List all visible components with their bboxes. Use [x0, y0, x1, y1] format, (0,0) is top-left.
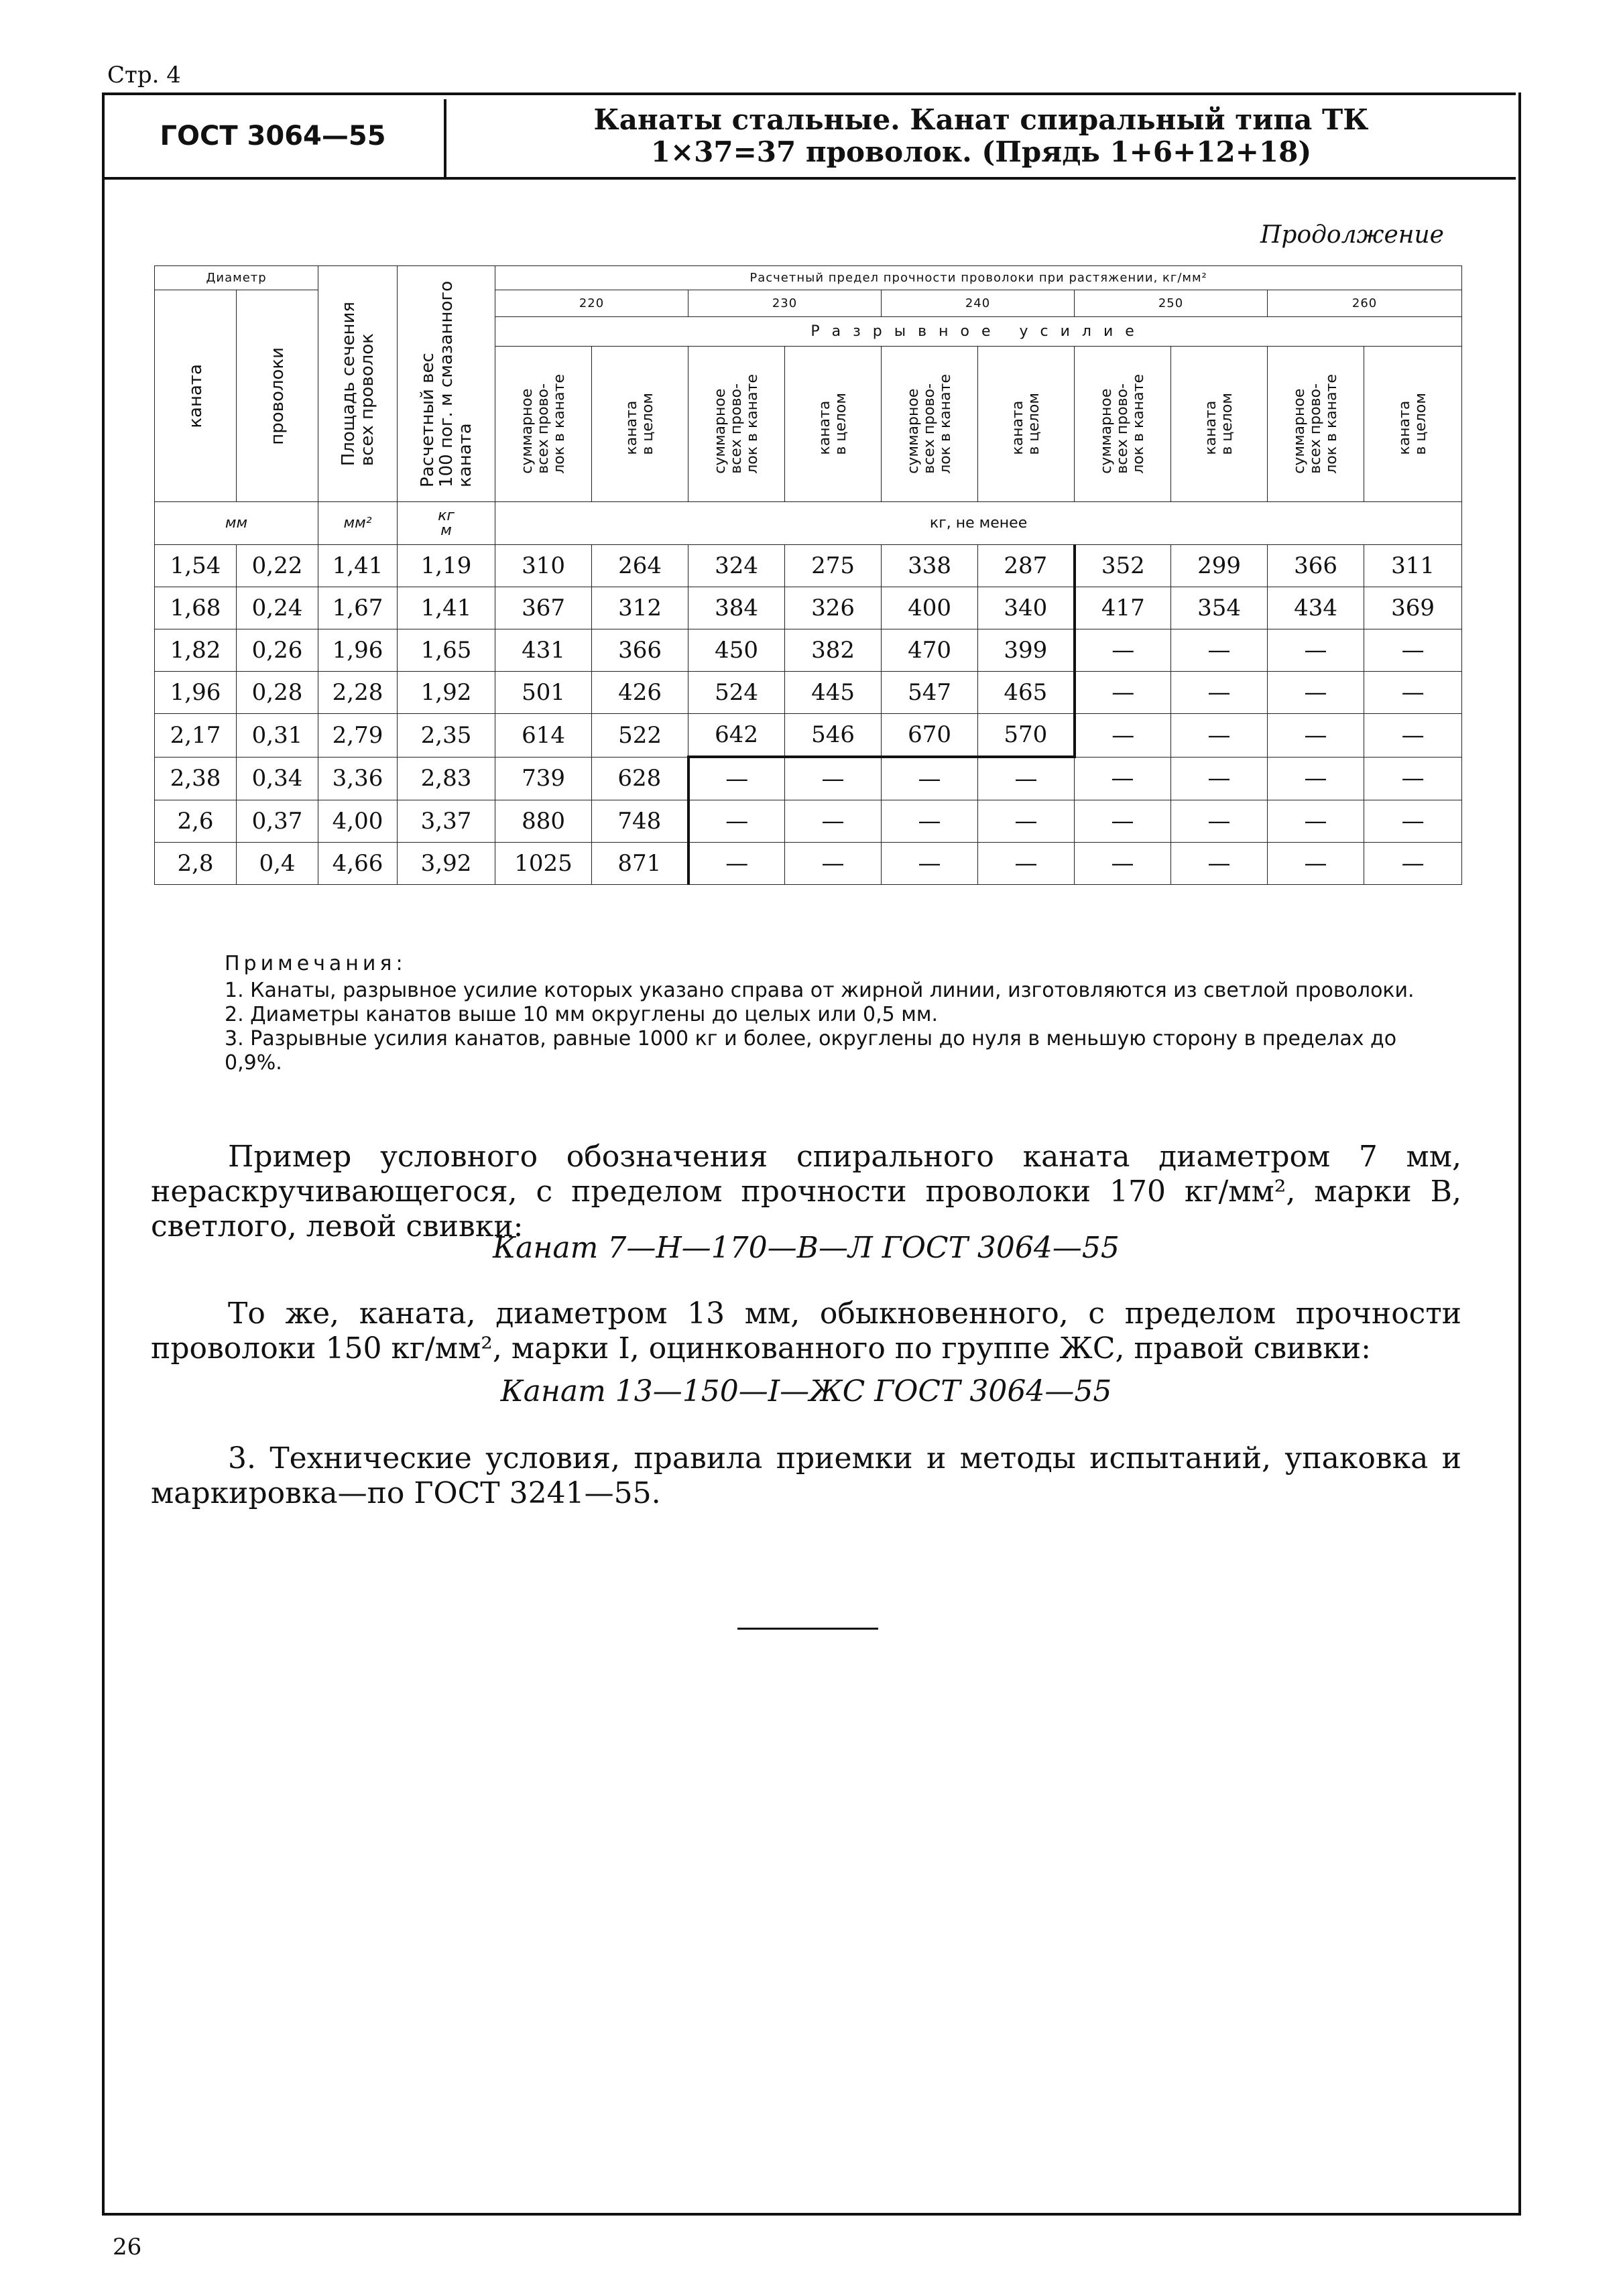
note-3: 3. Разрывные усилия канатов, равные 1000 кг и более, округлены до нуля в меньшую сторону в пределах до 0,9%.: [225, 1027, 1397, 1075]
table-cell: 384: [688, 587, 785, 629]
table-cell: —: [1171, 757, 1268, 800]
table-cell: 470: [882, 629, 978, 672]
table-cell: 0,28: [237, 672, 318, 714]
table-cell: —: [1171, 672, 1268, 714]
table-cell: —: [1075, 800, 1171, 843]
rope-diameter-header: каната: [155, 290, 237, 502]
subheader-rope-whole: каната в целом: [978, 347, 1075, 502]
table-cell: —: [978, 757, 1075, 800]
example-1-text: Пример условного обозначения спирального каната диаметром 7 мм, нераскручивающегося, с пределом прочности проволоки 170 кг/мм², марки В, светлого, левой свивки:: [151, 1140, 1461, 1244]
table-cell: 570: [978, 714, 1075, 758]
table-cell: —: [1075, 714, 1171, 758]
wire-diameter-header: проволоки: [237, 290, 318, 502]
table-cell: 1,19: [398, 545, 495, 587]
unit-weight: кг м: [398, 502, 495, 545]
table-cell: —: [1268, 672, 1364, 714]
table-cell: —: [1364, 800, 1462, 843]
table-cell: 628: [592, 757, 688, 800]
table-row: [155, 629, 1462, 672]
table-cell: 0,37: [237, 800, 318, 843]
end-rule: [737, 1628, 878, 1630]
table-cell: 264: [592, 545, 688, 587]
area-header: Площадь сечения всех проволок: [318, 266, 398, 502]
table-cell: 501: [495, 672, 592, 714]
table-cell: 1,96: [318, 629, 398, 672]
subheader-total-wires: суммарное всех прово- лок в канате: [1268, 347, 1364, 502]
standard-code: ГОСТ 3064—55: [160, 121, 386, 152]
notes-block: [225, 952, 1458, 1075]
table-cell: —: [1075, 672, 1171, 714]
title-line-2: 1×37=37 проволок. (Прядь 1+6+12+18): [650, 135, 1312, 168]
table-cell: 338: [882, 545, 978, 587]
table-cell: 547: [882, 672, 978, 714]
table-cell: 0,26: [237, 629, 318, 672]
table-cell: 1,54: [155, 545, 237, 587]
table-cell: 431: [495, 629, 592, 672]
table-cell: —: [1075, 843, 1171, 885]
subheader-rope-whole: каната в целом: [785, 347, 882, 502]
table-cell: —: [785, 800, 882, 843]
title-line-1: Канаты стальные. Канат спиральный типа ТК: [593, 103, 1369, 136]
table-cell: 1,82: [155, 629, 237, 672]
table-cell: —: [1171, 800, 1268, 843]
table-cell: —: [978, 843, 1075, 885]
unit-mm: мм: [155, 502, 318, 545]
table-cell: —: [1364, 757, 1462, 800]
table-cell: 2,83: [398, 757, 495, 800]
table-cell: 417: [1075, 587, 1171, 629]
table-cell: —: [688, 757, 785, 800]
table-cell: —: [1268, 800, 1364, 843]
table-cell: 3,36: [318, 757, 398, 800]
table-cell: —: [1268, 629, 1364, 672]
example-2-text: То же, каната, диаметром 13 мм, обыкновенного, с пределом прочности проволоки 150 кг/мм², марки I, оцинкованного по группе ЖС, правой свивки:: [151, 1296, 1461, 1366]
subheader-total-wires: суммарное всех прово- лок в канате: [495, 347, 592, 502]
table-row: [155, 843, 1462, 885]
strength-250: 250: [1075, 290, 1268, 317]
table-cell: 748: [592, 800, 688, 843]
table-cell: 366: [592, 629, 688, 672]
table-body: [155, 545, 1462, 885]
table-row: [155, 672, 1462, 714]
section-3-text: 3. Технические условия, правила приемки и методы испытаний, упаковка и маркировка—по ГОСТ 3241—55.: [151, 1441, 1461, 1510]
table-cell: 382: [785, 629, 882, 672]
table-cell: 287: [978, 545, 1075, 587]
subheader-rope-whole: каната в целом: [1364, 347, 1462, 502]
continuation-label: Продолжение: [1260, 221, 1444, 249]
unit-mm2: мм²: [318, 502, 398, 545]
table-cell: —: [1075, 629, 1171, 672]
strength-group-header: Расчетный предел прочности проволоки при растяжении, кг/мм²: [495, 266, 1462, 290]
subheader-total-wires: суммарное всех прово- лок в канате: [688, 347, 785, 502]
table-cell: 4,00: [318, 800, 398, 843]
table-cell: 4,66: [318, 843, 398, 885]
table-row: [155, 800, 1462, 843]
table-cell: 1025: [495, 843, 592, 885]
weight-header: Расчетный вес 100 пог. м смазанного каната: [398, 266, 495, 502]
table-cell: —: [1364, 672, 1462, 714]
page-label: Стр. 4: [107, 62, 181, 88]
table-cell: 340: [978, 587, 1075, 629]
strength-220: 220: [495, 290, 688, 317]
table-cell: 0,22: [237, 545, 318, 587]
table-cell: 400: [882, 587, 978, 629]
note-2: 2. Диаметры канатов выше 10 мм округлены до целых или 0,5 мм.: [225, 1003, 939, 1026]
strength-240: 240: [882, 290, 1075, 317]
table-cell: 3,37: [398, 800, 495, 843]
table-cell: 426: [592, 672, 688, 714]
table-cell: 275: [785, 545, 882, 587]
example-2-designation: Канат 13—150—I—ЖС ГОСТ 3064—55: [500, 1374, 1112, 1408]
table-cell: 352: [1075, 545, 1171, 587]
table-row: [155, 714, 1462, 758]
table-cell: 1,68: [155, 587, 237, 629]
table-cell: 2,35: [398, 714, 495, 758]
table-row: [155, 757, 1462, 800]
table-cell: —: [785, 843, 882, 885]
page-number: 26: [113, 2234, 142, 2260]
table-cell: 524: [688, 672, 785, 714]
diameter-group-header: Диаметр: [155, 266, 318, 290]
table-cell: 2,6: [155, 800, 237, 843]
note-1: 1. Канаты, разрывное усилие которых указано справа от жирной линии, изготовляются из светлой проволоки.: [225, 979, 1415, 1002]
table-cell: 465: [978, 672, 1075, 714]
table-row: [155, 545, 1462, 587]
table-cell: 642: [688, 714, 785, 758]
subheader-total-wires: суммарное всех прово- лок в канате: [1075, 347, 1171, 502]
table-cell: —: [785, 757, 882, 800]
example-1-designation: Канат 7—Н—170—В—Л ГОСТ 3064—55: [493, 1231, 1120, 1265]
table-cell: 0,34: [237, 757, 318, 800]
table-cell: 3,92: [398, 843, 495, 885]
table-cell: 312: [592, 587, 688, 629]
table-cell: 739: [495, 757, 592, 800]
table-cell: —: [978, 800, 1075, 843]
table-cell: 310: [495, 545, 592, 587]
table-cell: —: [688, 843, 785, 885]
table-cell: 522: [592, 714, 688, 758]
table-cell: 367: [495, 587, 592, 629]
table-cell: 0,31: [237, 714, 318, 758]
table-cell: 1,41: [318, 545, 398, 587]
subheader-rope-whole: каната в целом: [1171, 347, 1268, 502]
table-cell: 1,65: [398, 629, 495, 672]
table-cell: 445: [785, 672, 882, 714]
table-row: [155, 587, 1462, 629]
table-cell: 1,92: [398, 672, 495, 714]
table-cell: 0,4: [237, 843, 318, 885]
table-cell: 324: [688, 545, 785, 587]
table-cell: 366: [1268, 545, 1364, 587]
table-cell: 2,38: [155, 757, 237, 800]
table-cell: —: [882, 757, 978, 800]
table-cell: —: [1171, 714, 1268, 758]
table-cell: 326: [785, 587, 882, 629]
table-cell: —: [1171, 629, 1268, 672]
table-cell: 1,67: [318, 587, 398, 629]
unit-force: кг, не менее: [495, 502, 1462, 545]
table-cell: 311: [1364, 545, 1462, 587]
table-cell: —: [1364, 629, 1462, 672]
table-cell: —: [688, 800, 785, 843]
notes-heading: Примечания:: [225, 952, 407, 975]
table-cell: —: [1364, 714, 1462, 758]
table-cell: 546: [785, 714, 882, 758]
strength-260: 260: [1268, 290, 1462, 317]
table-cell: 2,28: [318, 672, 398, 714]
table-cell: 399: [978, 629, 1075, 672]
table-cell: 434: [1268, 587, 1364, 629]
table-cell: 871: [592, 843, 688, 885]
table-cell: 880: [495, 800, 592, 843]
table-cell: —: [1268, 843, 1364, 885]
table-cell: 2,79: [318, 714, 398, 758]
table-cell: 2,8: [155, 843, 237, 885]
table-cell: 1,96: [155, 672, 237, 714]
table-cell: —: [1268, 714, 1364, 758]
table-cell: —: [1171, 843, 1268, 885]
table-cell: —: [1268, 757, 1364, 800]
subheader-rope-whole: каната в целом: [592, 347, 688, 502]
table-cell: 369: [1364, 587, 1462, 629]
table-cell: —: [1075, 757, 1171, 800]
table-cell: 670: [882, 714, 978, 758]
strength-230: 230: [688, 290, 882, 317]
document-title: [446, 95, 1516, 177]
table-cell: —: [882, 800, 978, 843]
rope-data-table: [154, 265, 1462, 885]
table-cell: 0,24: [237, 587, 318, 629]
subheader-total-wires: суммарное всех прово- лок в канате: [882, 347, 978, 502]
table-cell: 299: [1171, 545, 1268, 587]
header-box: [102, 93, 1516, 180]
table-cell: —: [882, 843, 978, 885]
breaking-force-header: Разрывное усилие: [495, 317, 1462, 347]
table-cell: 2,17: [155, 714, 237, 758]
table-cell: 1,41: [398, 587, 495, 629]
table-cell: 354: [1171, 587, 1268, 629]
table-cell: 614: [495, 714, 592, 758]
table-cell: 450: [688, 629, 785, 672]
table-cell: —: [1364, 843, 1462, 885]
